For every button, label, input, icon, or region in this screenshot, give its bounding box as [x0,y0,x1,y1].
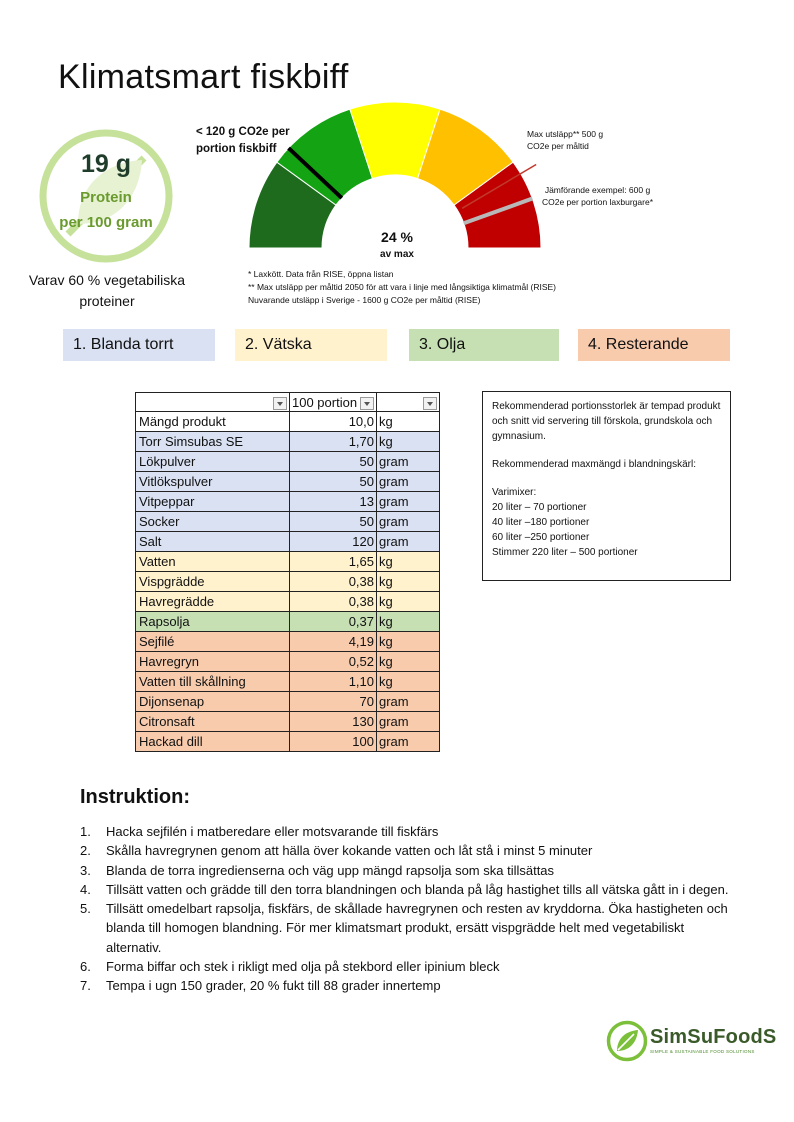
instruction-step [80,880,740,899]
instruction-step [80,841,740,860]
step-number: 1. [80,824,91,839]
gauge-max-note: Max utsläpp** 500 g CO2e per måltid [527,129,604,151]
gauge-percent: 24 % [381,229,413,245]
ingredient-name: Socker [136,512,290,532]
ingredient-amount: 50 [290,512,377,532]
filter-dropdown-icon[interactable] [360,397,374,410]
ingredient-amount: 0,52 [290,652,377,672]
table-row [136,712,440,732]
vegetable-protein-note: Varav 60 % vegetabiliska proteiner [28,272,186,309]
table-row [136,452,440,472]
ingredient-amount: 1,65 [290,552,377,572]
header-cell [136,393,290,412]
ingredient-unit: kg [377,592,440,612]
ingredient-unit: gram [377,472,440,492]
ingredient-amount: 50 [290,472,377,492]
ingredient-amount: 1,70 [290,432,377,452]
table-row [136,492,440,512]
step-text: Tempa i ugn 150 grader, 20 % fukt till 88 grader innertemp [106,978,441,994]
ingredient-name: Lökpulver [136,452,290,472]
table-row [136,412,440,432]
table-row [136,592,440,612]
ingredient-name: Citronsaft [136,712,290,732]
ingredient-unit: gram [377,512,440,532]
step-text: Tillsätt vatten och grädde till den torra blandningen och blanda på låg hastighet tills all vätska gått in i degen. [106,881,729,897]
ingredient-table [135,392,440,752]
ingredient-unit: gram [377,692,440,712]
ingredient-unit: kg [377,432,440,452]
category-liquid: 2. Vätska [235,329,387,361]
table-header-row [136,393,440,412]
step-text: Forma biffar och stek i rikligt med olja på stekbord eller ipinium bleck [106,959,500,975]
recommendation-box [482,391,731,581]
protein-value: 19 g [80,150,132,178]
filter-dropdown-icon[interactable] [273,397,287,410]
instruction-step [80,899,740,957]
ingredient-unit: kg [377,412,440,432]
footnote: ** Max utsläpp per måltid 2050 för att vara i linje med långsiktiga klimatmål (RISE) [248,282,557,292]
filter-dropdown-icon[interactable] [423,397,437,410]
ingredient-name: Hackad dill [136,732,290,752]
recommendation-max-text: Rekommenderad maxmängd i blandningskärl: [492,459,696,470]
logo-wordmark: SimSuFoodS [650,1026,777,1048]
ingredient-unit: kg [377,632,440,652]
ingredient-name: Vitpeppar [136,492,290,512]
gauge-percent-sub: av max [380,249,414,260]
step-text: Tillsätt omedelbart rapsolja, fiskfärs, de skållade havregrynen och resten av kryddorna. Öka hastigheten och blanda till homogen blandning. För mer klimatsmart produkt, ersätt vispgrädde helt med vegetabiliskt alternativ. [106,901,728,955]
ingredient-amount: 70 [290,692,377,712]
instructions-heading: Instruktion: [80,786,190,808]
table-row [136,732,440,752]
protein-label: Protein [80,189,132,206]
step-text: Hacka sejfilén i matberedare eller motsvarande till fiskfärs [106,824,439,839]
ingredient-unit: kg [377,572,440,592]
recommendation-text: Rekommenderad portionsstorlek är tempad produkt och snitt vid servering till förskola, grundskola och gymnasium. [492,401,721,442]
ingredient-unit: gram [377,712,440,732]
table-row [136,632,440,652]
mixer-line: Stimmer 220 liter – 500 portioner [492,547,638,558]
mixer-line: 60 liter –250 portioner [492,532,590,543]
step-number: 3. [80,862,91,878]
ingredient-amount: 0,37 [290,612,377,632]
category-oil: 3. Olja [409,329,559,361]
gauge-compare-note: Jämförande exempel: 600 g CO2e per portion laxburgare* [541,185,654,207]
instruction-step [80,822,740,841]
ingredient-name: Torr Simsubas SE [136,432,290,452]
step-number: 4. [80,881,91,897]
ingredient-amount: 50 [290,452,377,472]
table-row [136,652,440,672]
ingredient-name: Vatten till skållning [136,672,290,692]
table-row [136,612,440,632]
ingredient-unit: gram [377,452,440,472]
ingredient-amount: 0,38 [290,592,377,612]
ingredient-unit: gram [377,492,440,512]
logo-tagline: SIMPLE & SUSTAINABLE FOOD SOLUTIONS [650,1049,755,1054]
step-number: 6. [80,959,91,975]
footnote: * Laxkött. Data från RISE, öppna listan [248,269,394,279]
table-row [136,572,440,592]
ingredient-name: Havregrädde [136,592,290,612]
ingredient-unit: gram [377,532,440,552]
ingredient-name: Mängd produkt [136,412,290,432]
mixer-title: Varimixer: [492,487,537,498]
instruction-step [80,957,740,976]
ingredient-unit: kg [377,672,440,692]
footnotes [248,268,668,307]
table-row [136,672,440,692]
step-text: Blanda de torra ingredienserna och väg upp mängd rapsolja som ska tillsättas [106,862,555,878]
protein-unit-label: per 100 gram [59,214,153,231]
simsufoods-leaf-logo-icon [606,1020,648,1062]
table-row [136,532,440,552]
ingredient-amount: 10,0 [290,412,377,432]
mixer-line: 20 liter – 70 portioner [492,502,587,513]
ingredient-unit: kg [377,552,440,572]
ingredient-name: Rapsolja [136,612,290,632]
page-title: Klimatsmart fiskbiff [58,58,349,96]
step-number: 5. [80,901,91,917]
ingredient-amount: 100 [290,732,377,752]
ingredient-amount: 120 [290,532,377,552]
ingredient-amount: 1,10 [290,672,377,692]
instruction-step [80,976,740,995]
ingredient-name: Dijonsenap [136,692,290,712]
step-number: 7. [80,978,91,994]
instructions-list [80,822,740,996]
ingredient-amount: 13 [290,492,377,512]
portion-header: 100 portion [292,394,358,410]
instruction-step [80,861,740,880]
table-row [136,552,440,572]
ingredient-amount: 0,38 [290,572,377,592]
footnote: Nuvarande utsläpp i Sverige - 1600 g CO2e per måltid (RISE) [248,295,481,305]
ingredient-unit: gram [377,732,440,752]
header-cell [377,393,440,412]
gauge-target-label: < 120 g CO2e per portion fiskbiff [196,126,290,155]
step-number: 2. [80,843,91,859]
ingredient-amount: 130 [290,712,377,732]
table-row [136,472,440,492]
ingredient-name: Vispgrädde [136,572,290,592]
ingredient-amount: 4,19 [290,632,377,652]
table-row [136,692,440,712]
table-row [136,512,440,532]
mixer-line: 40 liter –180 portioner [492,517,590,528]
ingredient-name: Salt [136,532,290,552]
header-cell [290,393,377,412]
ingredient-name: Vitlökspulver [136,472,290,492]
category-dry-mix: 1. Blanda torrt [63,329,215,361]
table-row [136,432,440,452]
ingredient-name: Sejfilé [136,632,290,652]
ingredient-name: Havregryn [136,652,290,672]
ingredient-unit: kg [377,612,440,632]
step-text: Skålla havregrynen genom att hälla över kokande vatten och låt stå i minst 5 minuter [106,843,593,859]
ingredient-name: Vatten [136,552,290,572]
ingredient-unit: kg [377,652,440,672]
category-remaining: 4. Resterande [578,329,730,361]
